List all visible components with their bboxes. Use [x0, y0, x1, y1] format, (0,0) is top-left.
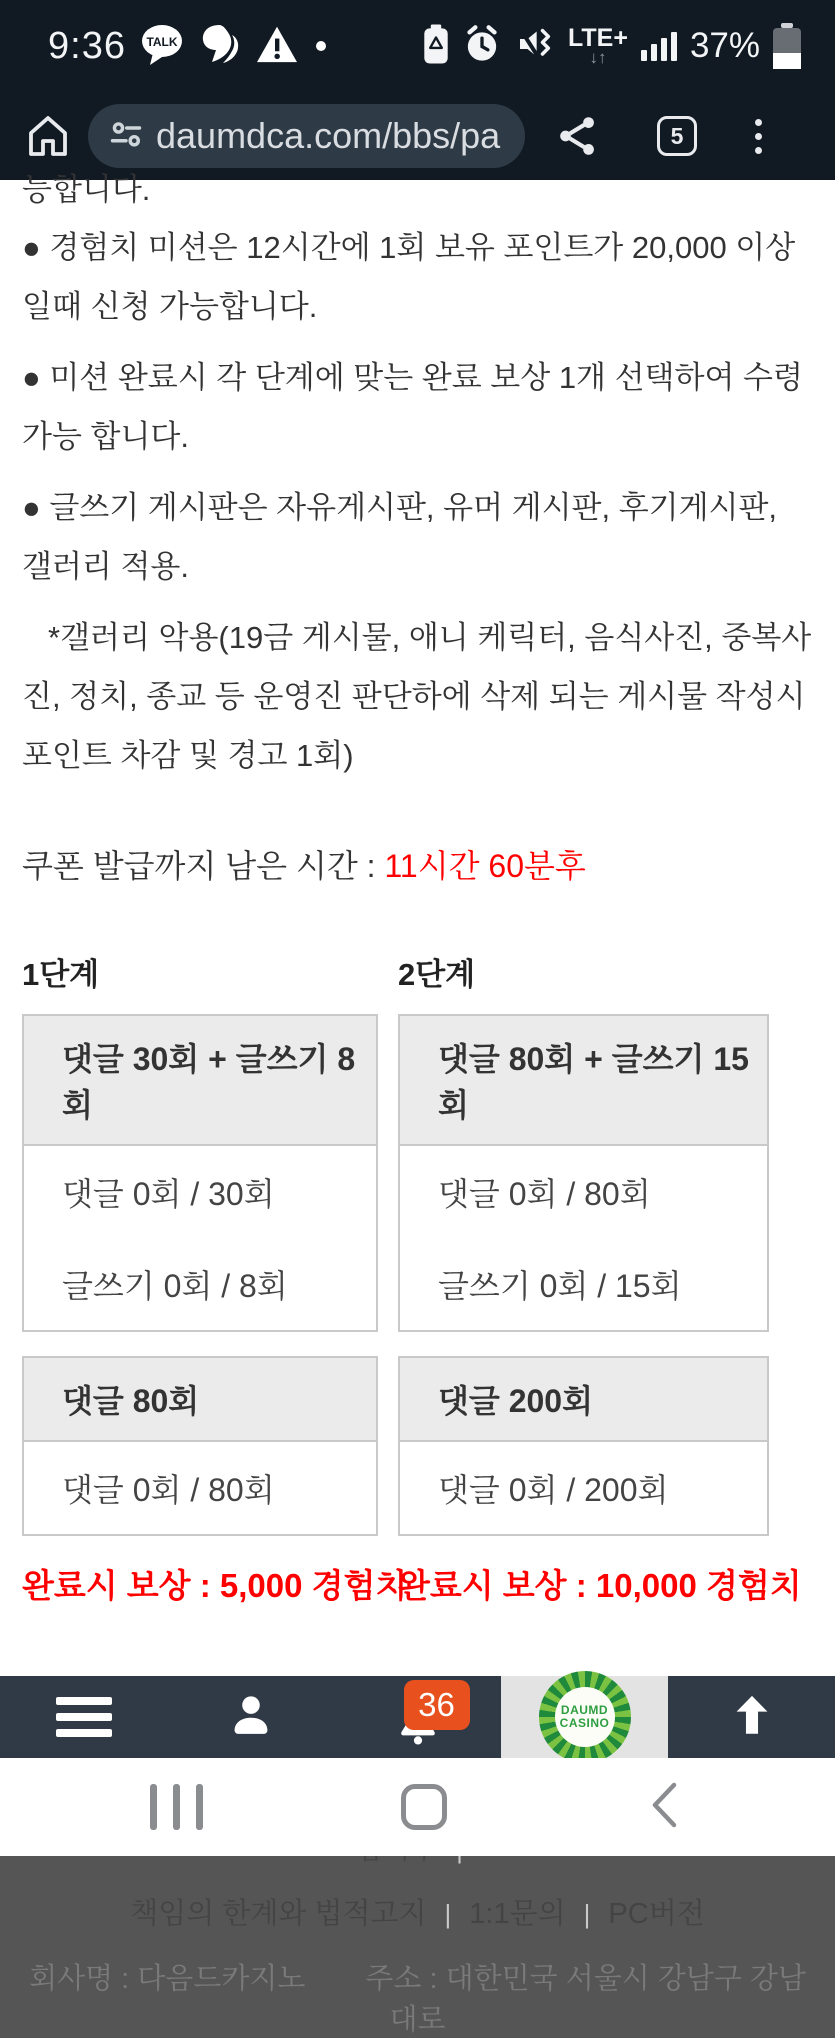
kakaotalk-icon: [139, 22, 185, 71]
data-arrows-icon: ↓↑: [589, 48, 607, 67]
stage1-reward-text: 완료시 보상 : 5,000 경험치: [22, 1567, 408, 1604]
clipped-text-line: 능합니다.: [22, 172, 151, 207]
gallery-warning-paragraph: *갤러리 악용(19금 게시물, 애니 케릭터, 음식사진, 중복사진, 정치, 종교 등 운영진 판단하에 삭제 되는 게시물 작성시 포인트 차감 및 경고 1회): [22, 620, 812, 773]
status-right: [423, 23, 801, 69]
status-bar: [0, 0, 835, 92]
daumd-casino-logo: [539, 1671, 631, 1763]
stage1-mission-box-1: [22, 1014, 378, 1332]
coupon-countdown-label: 쿠폰 발급까지 남은 시간 :: [22, 848, 385, 884]
footer-separator: |: [444, 1899, 452, 1929]
share-icon[interactable]: [555, 113, 601, 159]
nav-home-logo-button[interactable]: [501, 1676, 668, 1758]
mission-box-header: 댓글 30회 + 글쓰기 8회: [24, 1016, 376, 1146]
arrow-up-icon: [727, 1690, 777, 1745]
url-bar[interactable]: [88, 104, 525, 168]
mission-stage-grid: [22, 949, 813, 1607]
back-icon[interactable]: [645, 1779, 685, 1836]
footer-company-row: [22, 1956, 813, 2038]
nav-notifications-button[interactable]: [334, 1676, 501, 1758]
site-bottom-nav: [0, 1676, 835, 1758]
stage2-reward-text: 완료시 보상 : 10,000 경험치: [398, 1567, 802, 1604]
notification-badge: 36: [404, 1680, 470, 1730]
tab-counter-button[interactable]: [657, 116, 697, 156]
coupon-countdown: [22, 841, 813, 887]
battery-icon: [773, 23, 801, 69]
nav-scroll-top-button[interactable]: [668, 1676, 835, 1758]
footer-company-name: 회사명 : 다음드카지노: [29, 1963, 306, 1995]
browser-menu-icon[interactable]: [755, 119, 762, 154]
status-left: [48, 22, 326, 71]
stage2-label: 2단계: [398, 957, 476, 992]
warning-triangle-icon: [255, 24, 299, 69]
battery-saver-icon: [423, 24, 449, 69]
footer-links-row2: [22, 1891, 813, 1932]
notification-dot: [316, 41, 326, 51]
footer-separator: |: [583, 1899, 591, 1929]
mission-box-header: 댓글 80회: [24, 1358, 376, 1442]
footer-link-legal[interactable]: 책임의 한계와 법적고지: [130, 1898, 427, 1930]
chat-bubble-icon: [198, 23, 242, 70]
stage1-mission-box-2: [22, 1356, 378, 1536]
signal-bars-icon: [641, 31, 677, 61]
mission-box-header: 댓글 200회: [400, 1358, 767, 1442]
mission-progress-row: 댓글 0회 / 80회: [438, 1176, 651, 1212]
mission-progress-row: 글쓰기 0회 / 15회: [438, 1268, 682, 1304]
nav-profile-button[interactable]: [167, 1676, 334, 1758]
logo-text-line2: CASINO: [559, 1716, 610, 1730]
stage1-label: 1단계: [22, 957, 100, 992]
mission-rule-paragraph: ● 글쓰기 게시판은 자유게시판, 유머 게시판, 후기게시판, 갤러리 적용.: [22, 490, 778, 584]
mission-box-header: 댓글 80회 + 글쓰기 15회: [400, 1016, 767, 1146]
mission-progress-row: 댓글 0회 / 200회: [438, 1472, 669, 1508]
mission-progress-row: 댓글 0회 / 30회: [62, 1176, 275, 1212]
stage2-mission-box-1: [398, 1014, 769, 1332]
home-icon[interactable]: [401, 1784, 447, 1830]
lte-label: LTE+: [567, 24, 628, 52]
logo-text-line1: DAUMD: [560, 1702, 609, 1717]
user-icon: [224, 1688, 278, 1747]
coupon-countdown-time: 11시간 60분후: [384, 848, 586, 884]
mission-progress-row: 글쓰기 0회 / 8회: [62, 1268, 288, 1304]
site-settings-icon[interactable]: [108, 116, 144, 157]
clock-text: 9:36: [48, 24, 126, 67]
stage2-column: [398, 949, 802, 1607]
alarm-icon: [462, 24, 502, 69]
mission-progress-row: 댓글 0회 / 80회: [62, 1472, 275, 1508]
footer-link-pc-version[interactable]: PC버전: [608, 1898, 705, 1930]
battery-percent-text: 37%: [689, 26, 760, 65]
stage2-mission-box-2: [398, 1356, 769, 1536]
url-text[interactable]: daumdca.com/bbs/pa: [156, 115, 501, 156]
stage1-column: [22, 949, 408, 1607]
svg-text:TALK: TALK: [146, 34, 178, 49]
network-type-indicator: [568, 26, 628, 66]
footer-company-address: 주소 : 대한민국 서울시 강남구 강남대로: [365, 1963, 806, 2036]
nav-menu-button[interactable]: [0, 1676, 167, 1758]
recents-icon[interactable]: [150, 1784, 203, 1830]
mission-rule-paragraph: ● 미션 완료시 각 단계에 맞는 완료 보상 1개 선택하여 수령 가능 합니다.: [22, 360, 803, 454]
menu-icon: [56, 1697, 112, 1737]
mission-rule-paragraph: ● 경험치 미션은 12시간에 1회 보유 포인트가 20,000 이상일때 신청 가능합니다.: [22, 230, 796, 324]
android-nav-bar: [0, 1758, 835, 1856]
vibrate-mute-icon: [515, 24, 555, 69]
tab-count: 5: [670, 122, 684, 149]
browser-home-button[interactable]: [24, 112, 72, 160]
footer-link-inquiry[interactable]: 1:1문의: [469, 1898, 566, 1930]
